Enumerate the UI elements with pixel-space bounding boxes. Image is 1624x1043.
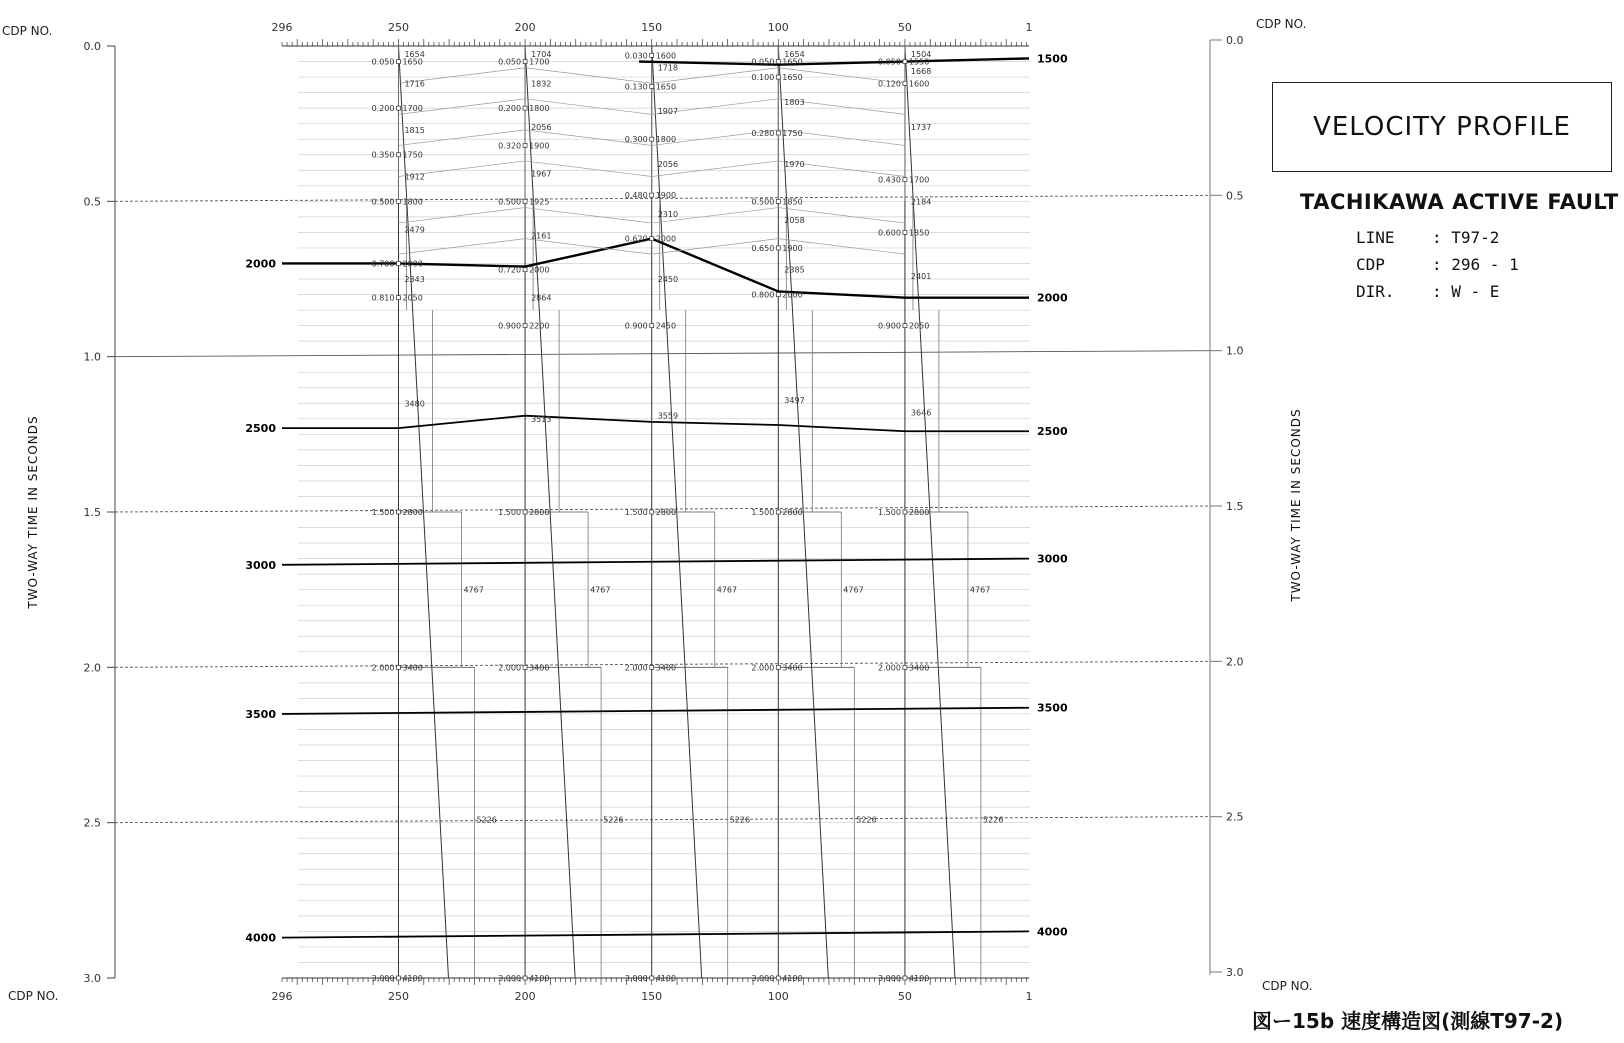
interval-velocity-label: 1504 <box>910 49 932 59</box>
pick-velocity-label: 1850 <box>908 228 930 238</box>
pick-time-label: 1.500 <box>624 508 648 517</box>
pick-marker <box>903 230 907 234</box>
pick-time-label: 1.500 <box>371 508 395 517</box>
interval-velocity-label: 1815 <box>404 125 425 135</box>
pick-marker <box>396 510 400 514</box>
pick-time-label: 0.900 <box>624 321 648 331</box>
pick-marker <box>776 510 780 514</box>
interval-velocity-label: 1907 <box>657 107 679 117</box>
pick-velocity-label: 2000 <box>782 290 803 300</box>
pick-marker <box>903 665 907 669</box>
pick-time-label: 0.050 <box>751 57 775 67</box>
interval-velocity-label: 3646 <box>910 408 932 418</box>
pick-time-label: 0.050 <box>498 57 522 67</box>
y-tick-label: 1.0 <box>83 350 101 364</box>
right-y-tick-label: 0.5 <box>1226 189 1244 203</box>
right-y-tick-label: 0.0 <box>1226 34 1244 47</box>
top-x-tick-label: 250 <box>387 21 409 34</box>
deep-velocity-label: 5226 <box>729 815 751 825</box>
contour-label-left: 4000 <box>245 931 276 945</box>
pick-velocity-label: 2000 <box>529 265 550 275</box>
pick-time-label: 0.200 <box>498 104 522 114</box>
pick-marker <box>523 324 527 328</box>
pick-marker <box>650 137 654 141</box>
contour-4000 <box>282 931 1029 937</box>
pick-time-label: 0.300 <box>624 135 648 145</box>
pick-velocity-label: 4100 <box>529 974 550 983</box>
bottom-x-tick-label: 1 <box>1025 990 1033 1003</box>
interval-velocity-label: 2310 <box>657 209 679 219</box>
pick-marker <box>523 976 527 980</box>
contour-label-right: 2500 <box>1037 425 1068 439</box>
contour-label-left: 2000 <box>245 257 276 271</box>
pick-velocity-label: 1550 <box>908 57 930 67</box>
bottom-x-tick-label: 200 <box>514 990 536 1003</box>
pick-time-label: 2.000 <box>878 663 901 673</box>
interval-velocity-label: 2056 <box>657 160 679 170</box>
pick-marker <box>903 976 907 980</box>
pick-marker <box>396 60 400 64</box>
pick-time-label: 0.030 <box>624 51 648 61</box>
interval-velocity-label: 2056 <box>531 122 552 132</box>
pick-marker <box>776 293 780 297</box>
top-x-tick-label: 296 <box>271 21 293 34</box>
y-tick-label: 2.0 <box>83 661 101 675</box>
pick-velocity-label: 1750 <box>782 128 803 138</box>
interval-velocity-label: 1654 <box>404 49 425 59</box>
figure-caption: 図ー15b 速度構造図(測線T97-2) <box>1252 1009 1564 1033</box>
pick-marker <box>523 199 527 203</box>
pick-velocity-label: 1700 <box>402 104 423 114</box>
pick-time-label: 0.650 <box>751 243 775 253</box>
pick-time-label: 3.000 <box>498 974 522 983</box>
survey-info <box>1356 228 1582 309</box>
pick-velocity-label: 1900 <box>655 191 677 201</box>
interval-velocity-label: 2864 <box>531 293 552 303</box>
interval-velocity-label: 1803 <box>784 97 805 107</box>
pick-velocity-label: 2800 <box>782 508 803 517</box>
pick-time-label: 0.350 <box>371 150 395 160</box>
pick-time-label: 0.800 <box>751 290 775 300</box>
pick-marker <box>396 106 400 110</box>
pick-time-label: 0.600 <box>878 228 901 238</box>
pick-time-label: 0.480 <box>624 191 648 201</box>
info-row-dir <box>1356 282 1582 309</box>
pick-time-label: 1.500 <box>878 508 901 517</box>
pick-time-label: 0.620 <box>624 234 648 244</box>
contour-label-right: 4000 <box>1037 925 1068 939</box>
pick-marker <box>776 246 780 250</box>
pick-time-label: 0.720 <box>498 265 522 275</box>
pick-marker <box>523 268 527 272</box>
top-x-tick-label: 1 <box>1025 21 1033 34</box>
pick-time-label: 0.500 <box>751 197 775 207</box>
interval-velocity-label: 3513 <box>531 414 552 424</box>
interval-velocity-label: 1967 <box>531 169 552 179</box>
y-tick-label: 0.5 <box>83 195 101 209</box>
y-tick-label: 1.5 <box>83 506 101 519</box>
pick-velocity-label: 2200 <box>529 321 550 331</box>
pick-velocity-label: 1925 <box>529 197 550 207</box>
pick-velocity-label: 2000 <box>655 234 677 244</box>
info-row-cdp <box>1356 255 1582 282</box>
contour-label-right: 3500 <box>1037 701 1068 715</box>
pick-marker <box>396 665 400 669</box>
interval-velocity-label: 1704 <box>531 49 552 59</box>
pick-marker <box>650 665 654 669</box>
pick-velocity-label: 1750 <box>402 150 423 160</box>
top-x-tick-label: 50 <box>897 21 912 34</box>
pick-velocity-label: 1850 <box>782 197 803 207</box>
pick-time-label: 0.200 <box>371 104 395 114</box>
pick-velocity-label: 2800 <box>655 508 677 517</box>
top-right-xlabel: CDP NO. <box>1256 17 1307 31</box>
pick-velocity-label: 1600 <box>908 79 930 89</box>
deep-velocity-label: 5226 <box>476 815 497 825</box>
contour-3000 <box>282 559 1029 565</box>
pick-velocity-label: 1800 <box>655 135 677 145</box>
pick-marker <box>396 296 400 300</box>
interval-velocity-label: 1716 <box>404 79 425 89</box>
interval-velocity-label: 1737 <box>910 122 932 132</box>
pick-velocity-label: 1600 <box>655 51 677 61</box>
pick-marker <box>903 178 907 182</box>
pick-marker <box>903 60 907 64</box>
velocity-contours <box>245 49 1068 945</box>
pick-marker <box>523 510 527 514</box>
pick-marker <box>523 60 527 64</box>
interval-velocity-label: 1912 <box>404 172 425 182</box>
pick-velocity-label: 1650 <box>402 57 423 67</box>
pick-marker <box>903 510 907 514</box>
pick-marker <box>650 237 654 241</box>
pick-time-label: 3.000 <box>751 974 775 983</box>
pick-marker <box>776 665 780 669</box>
deep-velocity-label: 4767 <box>590 585 611 595</box>
left-ylabel: TWO-WAY TIME IN SECONDS <box>26 415 40 609</box>
info-value: : T97-2 <box>1432 228 1500 247</box>
pick-velocity-label: 1650 <box>782 73 803 83</box>
contour-label-left: 2500 <box>245 422 276 436</box>
y-tick-label: 2.5 <box>83 816 101 830</box>
pick-time-label: 2.000 <box>371 663 395 673</box>
pick-velocity-label: 3400 <box>529 663 550 673</box>
pick-velocity-label: 1800 <box>529 104 550 114</box>
interval-velocity-label: 2479 <box>404 225 425 235</box>
pick-time-label: 2.000 <box>751 663 775 673</box>
pick-velocity-label: 2450 <box>655 321 677 331</box>
pick-time-label: 0.050 <box>371 57 395 67</box>
pick-time-label: 0.100 <box>751 73 775 83</box>
pick-time-label: 1.500 <box>498 508 522 517</box>
title-box <box>1272 82 1612 172</box>
pick-time-label: 1.500 <box>751 508 775 517</box>
info-value: : W - E <box>1432 282 1500 301</box>
deep-velocity-label: 5226 <box>856 815 877 825</box>
y-tick-label: 0.0 <box>83 40 101 53</box>
pick-time-label: 3.000 <box>624 974 648 983</box>
contour-label-right: 1500 <box>1037 52 1068 66</box>
contour-label-right: 3000 <box>1037 552 1068 566</box>
pick-time-label: 3.000 <box>371 974 395 983</box>
pick-marker <box>903 81 907 85</box>
pick-marker <box>396 199 400 203</box>
bottom-x-tick-label: 150 <box>641 990 663 1003</box>
pick-time-label: 0.130 <box>624 82 648 92</box>
pick-time-label: 2.000 <box>624 663 648 673</box>
deep-velocity-label: 4767 <box>843 585 864 595</box>
pick-marker <box>650 510 654 514</box>
pick-time-label: 0.700 <box>371 259 395 269</box>
contour-3500 <box>282 708 1029 714</box>
top-left-xlabel: CDP NO. <box>2 24 53 38</box>
pick-velocity-label: 2800 <box>529 508 550 517</box>
pick-time-label: 0.430 <box>878 175 901 185</box>
pick-marker <box>903 324 907 328</box>
major-time-line <box>115 351 1210 357</box>
info-value: : 296 - 1 <box>1432 255 1519 274</box>
deep-velocity-label: 4767 <box>463 585 484 595</box>
contour-label-left: 3000 <box>245 558 276 572</box>
pick-marker <box>396 261 400 265</box>
pick-velocity-label: 3400 <box>782 663 803 673</box>
bottom-left-xlabel: CDP NO. <box>8 989 59 1003</box>
pick-velocity-label: 3400 <box>655 663 677 673</box>
pick-marker <box>650 324 654 328</box>
bottom-x-tick-label: 250 <box>387 990 409 1003</box>
pick-velocity-label: 2000 <box>402 259 423 269</box>
pick-time-label: 0.900 <box>498 321 522 331</box>
top-x-tick-label: 200 <box>514 21 536 34</box>
interval-velocity-label: 1668 <box>910 66 932 76</box>
pick-time-label: 0.900 <box>878 321 901 331</box>
pick-marker <box>523 143 527 147</box>
pick-marker <box>396 976 400 980</box>
interval-velocity-label: 3559 <box>657 411 679 421</box>
right-y-tick-label: 2.0 <box>1226 655 1244 669</box>
interval-velocity-label: 2184 <box>910 197 932 207</box>
pick-time-label: 0.050 <box>878 57 901 67</box>
pick-time-label: 0.320 <box>498 141 522 151</box>
bottom-x-tick-label: 100 <box>767 990 789 1003</box>
interval-velocity-label: 1832 <box>531 79 552 89</box>
right-y-tick-label: 2.5 <box>1226 810 1244 824</box>
interval-velocity-label: 2343 <box>404 275 425 284</box>
pick-velocity-label: 3400 <box>402 663 423 673</box>
info-key: LINE <box>1356 228 1395 247</box>
info-key: CDP <box>1356 255 1385 274</box>
right-y-tick-label: 1.0 <box>1226 344 1244 358</box>
pick-velocity-label: 4100 <box>908 974 930 983</box>
bottom-right-xlabel: CDP NO. <box>1262 979 1313 993</box>
y-tick-label: 3.0 <box>83 972 101 985</box>
deep-velocity-label: 5226 <box>603 815 624 825</box>
pick-velocity-label: 1900 <box>529 141 550 151</box>
deep-velocity-label: 5226 <box>982 815 1004 825</box>
pick-velocity-label: 1650 <box>782 57 803 67</box>
bottom-x-tick-label: 50 <box>897 990 912 1003</box>
contour-label-left: 3500 <box>245 707 276 721</box>
right-y-tick-label: 3.0 <box>1226 966 1244 979</box>
pick-marker <box>396 153 400 157</box>
pick-time-label: 0.120 <box>878 79 901 89</box>
pick-marker <box>650 193 654 197</box>
pick-velocity-label: 2050 <box>402 293 423 303</box>
pick-velocity-label: 3400 <box>908 663 930 673</box>
top-x-tick-label: 100 <box>767 21 789 34</box>
pick-velocity-label: 2050 <box>908 321 930 331</box>
info-key: DIR. <box>1356 282 1395 301</box>
info-row-line <box>1356 228 1582 255</box>
interval-velocity-label: 3480 <box>404 399 425 409</box>
top-x-tick-label: 150 <box>641 21 663 34</box>
interval-velocity-label: 1718 <box>657 63 679 73</box>
right-ylabel: TWO-WAY TIME IN SECONDS <box>1289 408 1303 602</box>
pick-time-label: 0.500 <box>371 197 395 207</box>
pick-velocity-label: 1700 <box>529 57 550 67</box>
pick-marker <box>776 75 780 79</box>
pick-marker <box>776 60 780 64</box>
pick-marker <box>650 84 654 88</box>
pick-velocity-label: 1700 <box>908 175 930 185</box>
interval-velocity-label: 2450 <box>657 275 679 284</box>
pick-marker <box>776 976 780 980</box>
interval-velocity-label: 2058 <box>784 215 805 225</box>
pick-velocity-label: 1800 <box>402 197 423 207</box>
right-y-tick-label: 1.5 <box>1226 500 1244 513</box>
pick-time-label: 0.810 <box>371 293 395 303</box>
chart-subtitle: TACHIKAWA ACTIVE FAULT <box>1300 190 1619 214</box>
contour-2500 <box>282 416 1029 432</box>
deep-velocity-label: 4767 <box>716 585 738 595</box>
pick-velocity-label: 1900 <box>782 243 803 253</box>
pick-time-label: 3.000 <box>878 974 901 983</box>
chart-title: VELOCITY PROFILE <box>1313 112 1571 142</box>
pick-marker <box>776 199 780 203</box>
pick-velocity-label: 1650 <box>655 82 677 92</box>
pick-marker <box>650 53 654 57</box>
interval-velocity-label: 1654 <box>784 49 805 59</box>
interval-velocity-label: 2385 <box>784 265 805 275</box>
interval-velocity-label: 2401 <box>910 271 932 281</box>
interval-velocity-label: 3497 <box>784 396 805 406</box>
deep-velocity-label: 4767 <box>969 585 991 595</box>
pick-velocity-label: 4100 <box>655 974 677 983</box>
pick-velocity-label: 4100 <box>402 974 423 983</box>
pick-velocity-label: 2800 <box>908 508 930 517</box>
pick-time-label: 2.000 <box>498 663 522 673</box>
major-time-line <box>115 817 1210 823</box>
pick-velocity-label: 2800 <box>402 508 423 517</box>
pick-time-label: 0.280 <box>751 128 775 138</box>
contour-label-right: 2000 <box>1037 291 1068 305</box>
pick-marker <box>650 976 654 980</box>
annotations <box>372 50 1004 983</box>
pick-marker <box>523 665 527 669</box>
bottom-x-tick-label: 296 <box>271 990 293 1003</box>
pick-marker <box>776 131 780 135</box>
interval-velocity-label: 2161 <box>531 231 552 241</box>
pick-marker <box>523 106 527 110</box>
pick-velocity-label: 4100 <box>782 974 803 983</box>
interval-velocity-label: 1970 <box>784 160 805 170</box>
pick-time-label: 0.500 <box>498 197 522 207</box>
